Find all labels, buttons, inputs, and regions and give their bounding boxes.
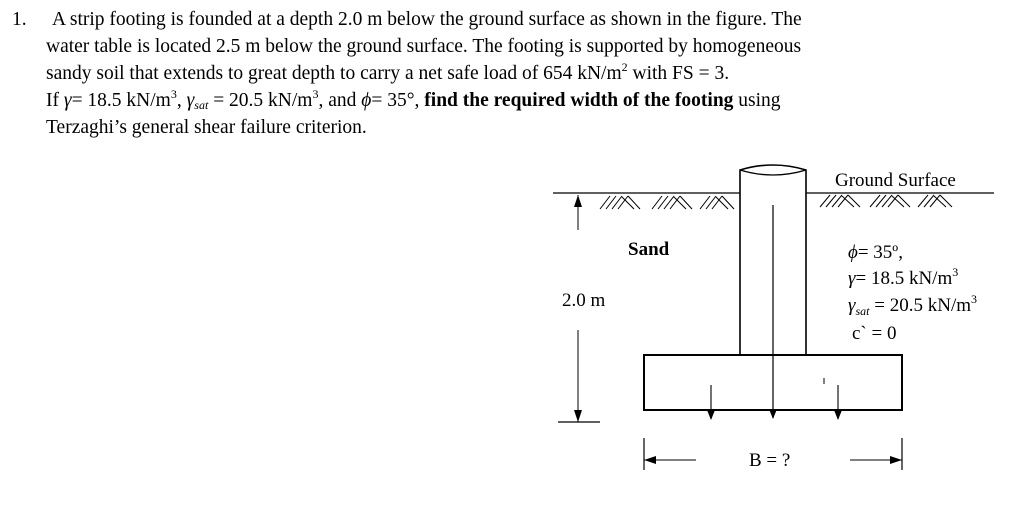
problem-line-3-exponent: 2 bbox=[621, 60, 628, 74]
problem-line-3-end: with FS = 3. bbox=[627, 63, 730, 84]
gamma-exponent: 3 bbox=[170, 87, 177, 101]
if-word: If bbox=[46, 90, 64, 111]
width-arrowhead-left bbox=[644, 456, 656, 464]
gamma-sat-exponent: 3 bbox=[312, 87, 319, 101]
phi-value: = 35°, bbox=[371, 90, 425, 111]
soil-property-phi: ϕ= 35º, bbox=[848, 242, 903, 263]
width-label: B = ? bbox=[749, 450, 791, 471]
and-word: , and bbox=[318, 90, 362, 111]
problem-line-3-text: sandy soil that extends to great depth to carry a net safe load of 654 kN/m bbox=[46, 63, 622, 84]
depth-arrowhead-bottom bbox=[574, 410, 582, 422]
gamma-sat-symbol: γ bbox=[186, 90, 195, 111]
depth-arrowhead-top bbox=[574, 195, 582, 207]
ground-surface-label: Ground Surface bbox=[835, 170, 956, 191]
using-word: using bbox=[733, 90, 781, 111]
sand-label: Sand bbox=[628, 239, 670, 260]
task-emphasis: find the required width of the footing bbox=[424, 90, 734, 111]
soil-property-gamma: γ= 18.5 $kN/m^3$ bbox=[848, 265, 959, 289]
gamma-sat-value: = 20.5 kN/m bbox=[208, 90, 313, 111]
depth-label: 2.0 m bbox=[562, 290, 606, 311]
soil-property-gamma-sat: $\gamma_{sat} = 20.5$ $kN/m^3$ bbox=[848, 292, 978, 318]
gamma-symbol: γ bbox=[63, 90, 72, 111]
soil-property-cohesion: c` = 0 bbox=[852, 323, 897, 344]
phi-symbol: ϕ bbox=[361, 90, 372, 111]
width-arrowhead-right bbox=[890, 456, 902, 464]
comma: , bbox=[176, 90, 187, 111]
problem-number: 1. bbox=[12, 9, 27, 30]
gamma-sat-subscript: sat bbox=[194, 98, 209, 112]
ground-hatching-left bbox=[600, 196, 734, 209]
problem-line-1: A strip footing is founded at a depth 2.0 m below the ground surface as shown in the figure. The bbox=[52, 9, 802, 30]
problem-line-5: Terzaghi’s general shear failure criterion. bbox=[46, 117, 367, 138]
ground-hatching-right bbox=[820, 195, 952, 207]
gamma-value: = 18.5 kN/m bbox=[71, 90, 171, 111]
problem-line-2: water table is located 2.5 m below the ground surface. The footing is supported by homogeneous bbox=[46, 36, 802, 57]
